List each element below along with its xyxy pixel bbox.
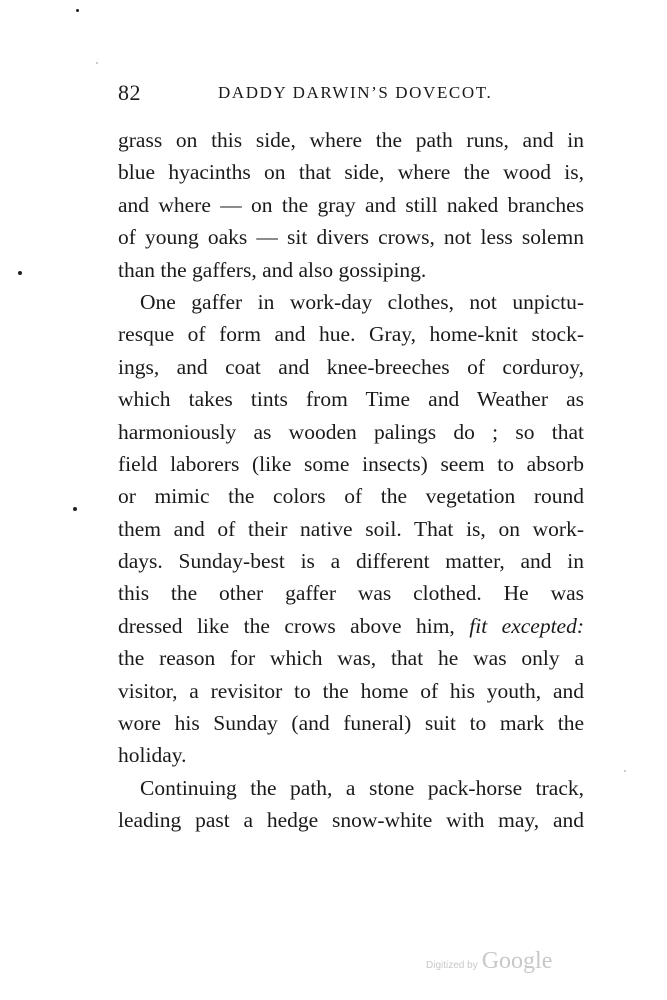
text-line: harmoniously as wooden palings do ; so that <box>118 419 584 444</box>
text-line: ings, and coat and knee-breeches of corduroy, <box>118 354 584 379</box>
text-line: resque of form and hue. Gray, home-knit stock- <box>118 322 584 347</box>
text-segment: dressed like the crows above him, <box>118 613 455 638</box>
text-line: of young oaks — sit divers crows, not less solemn <box>118 225 584 250</box>
text-line: leading past a hedge snow-white with may, and <box>118 808 584 833</box>
text-line: this the other gaffer was clothed. He was <box>118 581 584 606</box>
text-line: days. Sunday-best is a different matter, and in <box>118 549 584 574</box>
text-line: the reason for which was, that he was only a <box>118 646 584 671</box>
text-line: grass on this side, where the path runs, and in <box>118 128 584 152</box>
text-line: Continuing the path, a stone pack-horse track, <box>140 775 584 800</box>
page-number: 82 <box>118 80 141 105</box>
text-line: holiday. <box>118 743 187 768</box>
speck-mark <box>73 507 77 511</box>
text-line: them and of their native soil. That is, on work- <box>118 516 584 541</box>
digitized-watermark <box>426 948 552 975</box>
text-line: or mimic the colors of the vegetation round <box>118 484 584 509</box>
italic-phrase: fit excepted: <box>469 613 584 638</box>
speck-mark <box>18 271 22 275</box>
text-line: wore his Sunday (and funeral) suit to mark the <box>118 711 584 736</box>
text-line: One gaffer in work-day clothes, not unpictu- <box>140 289 584 314</box>
text-line: which takes tints from Time and Weather as <box>118 387 584 412</box>
speck-mark <box>624 770 626 772</box>
speck-mark <box>76 9 79 12</box>
running-head <box>118 80 584 110</box>
digitized-brand: Google <box>481 948 553 974</box>
digitized-prefix: Digitized by <box>426 960 478 971</box>
text-line: blue hyacinths on that side, where the wood is, <box>118 160 584 185</box>
text-line: visitor, a revisitor to the home of his youth, and <box>118 678 584 703</box>
running-title: DADDY DARWIN’S DOVECOT. <box>218 83 493 102</box>
speck-mark <box>96 62 98 64</box>
text-line <box>118 610 584 642</box>
body-text <box>118 124 584 837</box>
text-line: and where — on the gray and still naked branches <box>118 192 584 217</box>
text-line: than the gaffers, and also gossiping. <box>118 257 427 282</box>
text-line: field laborers (like some insects) seem to absorb <box>118 451 584 476</box>
